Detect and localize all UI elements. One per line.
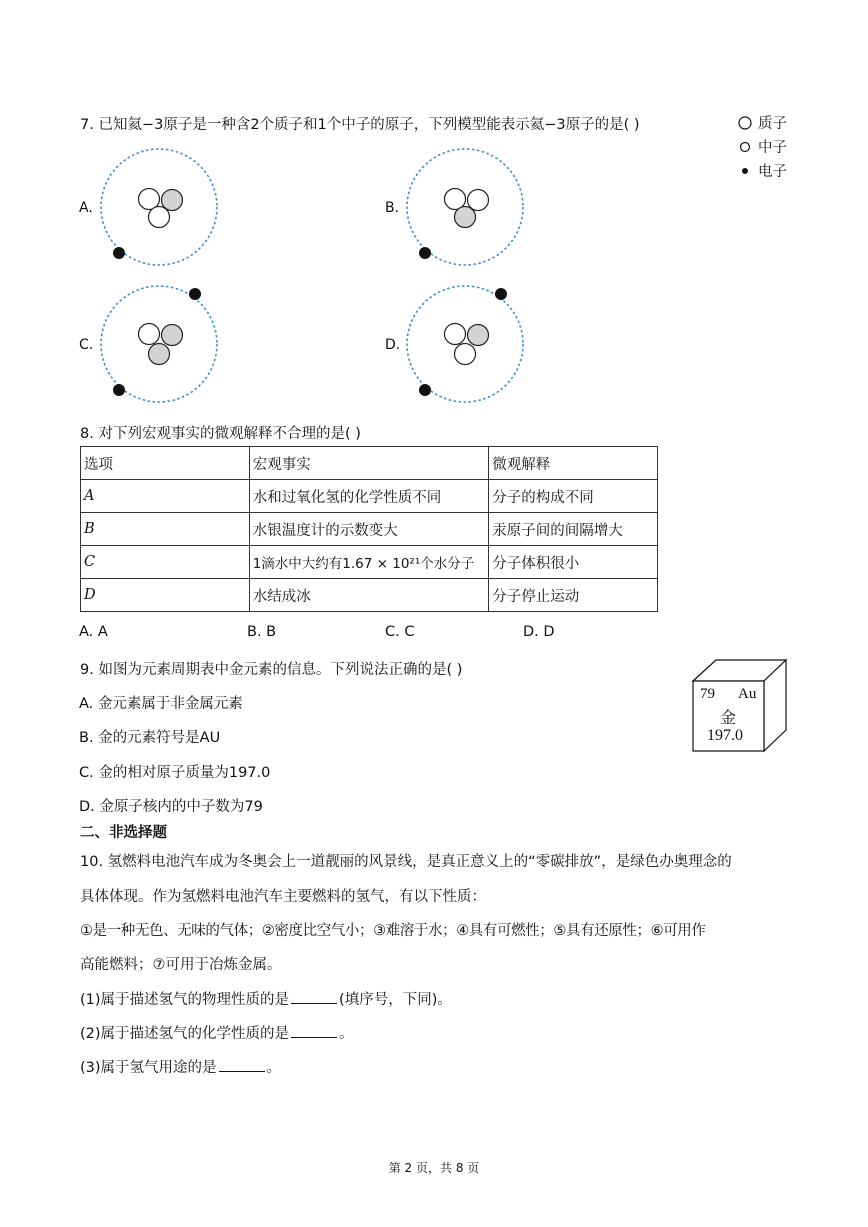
- element-name: 金: [720, 708, 737, 727]
- q10-sub-3-tail: 。: [266, 1060, 282, 1076]
- table-header-cell: 选项: [81, 447, 250, 480]
- q7-option-a-label: A.: [79, 200, 93, 216]
- legend-proton-label: 质子: [758, 116, 787, 132]
- section-title: 二、非选择题: [80, 825, 167, 841]
- table-cell: 汞原子间的间隔增大: [489, 513, 658, 546]
- table-row: [81, 579, 658, 612]
- element-atomic-mass: 197.0: [707, 727, 743, 744]
- table-cell: 分子的构成不同: [489, 480, 658, 513]
- q10-sub-1: [80, 988, 452, 1009]
- q7-stem: 7. 已知氦−3原子是一种含2个质子和1个中子的原子，下列模型能表示氦−3原子的是( ): [80, 117, 640, 133]
- q10-sub-1-text: (1)属于描述氢气的物理性质的是: [80, 992, 290, 1008]
- page-footer: 第 2 页，共 8 页: [388, 1161, 480, 1175]
- q7-option-b-label: B.: [385, 200, 400, 216]
- q10-line-3: ①是一种无色、无味的气体；②密度比空气小；③难溶于水；④具有可燃性；⑤具有还原性；⑥可用作: [80, 923, 706, 939]
- q10-sub-2-tail: 。: [339, 1026, 354, 1042]
- q9-option-d: D. 金原子核内的中子数为79: [79, 799, 263, 815]
- q7-option-d-label: D.: [385, 337, 401, 353]
- q8-choice-a: A. A: [79, 624, 108, 640]
- proton-legend-icon: [738, 116, 752, 130]
- table-cell: 水结成冰: [249, 579, 489, 612]
- electron-legend-icon: [738, 164, 752, 178]
- legend-electron: [738, 160, 787, 181]
- table-cell: A: [81, 480, 250, 513]
- answer-blank-1[interactable]: [291, 991, 337, 1004]
- table-row: [81, 546, 658, 579]
- table-cell: 分子停止运动: [489, 579, 658, 612]
- table-row: [81, 480, 658, 513]
- table-header-row: [81, 447, 658, 480]
- table-cell: 水和过氧化氢的化学性质不同: [249, 480, 489, 513]
- table-header-cell: 微观解释: [489, 447, 658, 480]
- q9-option-c: C. 金的相对原子质量为197.0: [79, 765, 271, 781]
- table-cell: 水银温度计的示数变大: [249, 513, 489, 546]
- q10-sub-2-text: (2)属于描述氢气的化学性质的是: [80, 1026, 290, 1042]
- q9-option-b: B. 金的元素符号是AU: [79, 730, 221, 746]
- table-cell: C: [81, 546, 250, 579]
- q10-line-2: 具体体现。作为氢燃料电池汽车主要燃料的氢气，有以下性质：: [80, 889, 486, 905]
- q8-choice-b: B. B: [247, 624, 277, 640]
- q10-sub-3-text: (3)属于氢气用途的是: [80, 1060, 217, 1076]
- atom-model-d: [401, 282, 531, 408]
- q10-sub-1-tail: (填序号，下同)。: [339, 992, 452, 1008]
- atom-model-b: [401, 145, 531, 271]
- table-cell: 1滴水中大约有1.67 × 10²¹个水分子: [249, 546, 489, 579]
- q8-stem: 8. 对下列宏观事实的微观解释不合理的是( ): [80, 426, 361, 442]
- table-row: [81, 513, 658, 546]
- legend-proton: [738, 112, 787, 133]
- table-cell: B: [81, 513, 250, 546]
- q10-line-1: 10. 氢燃料电池汽车成为冬奥会上一道靓丽的风景线，是真正意义上的“零碳排放”，是绿色办奥理念的: [80, 854, 732, 870]
- element-atomic-number: 79: [700, 686, 715, 702]
- q9-stem: 9. 如图为元素周期表中金元素的信息。下列说法正确的是( ): [80, 662, 463, 678]
- table-cell: 分子体积很小: [489, 546, 658, 579]
- legend-electron-label: 电子: [758, 164, 787, 180]
- element-symbol: Au: [738, 686, 757, 702]
- legend-neutron: [738, 136, 787, 157]
- answer-blank-2[interactable]: [291, 1025, 337, 1038]
- q10-sub-3: [80, 1056, 281, 1077]
- gold-element-card: [690, 657, 790, 755]
- q8-table: [80, 446, 658, 612]
- q8-choice-c: C. C: [385, 624, 415, 640]
- q9-option-a: A. 金元素属于非金属元素: [79, 696, 243, 712]
- atom-model-c: [95, 282, 225, 408]
- legend-neutron-label: 中子: [758, 140, 787, 156]
- atom-model-a: [95, 145, 225, 271]
- q10-sub-2: [80, 1022, 354, 1043]
- q8-choice-d: D. D: [523, 624, 555, 640]
- q10-line-4: 高能燃料；⑦可用于冶炼金属。: [80, 957, 282, 973]
- particle-legend: [738, 112, 787, 181]
- table-cell: D: [81, 579, 250, 612]
- answer-blank-3[interactable]: [219, 1059, 265, 1072]
- table-header-cell: 宏观事实: [249, 447, 489, 480]
- neutron-legend-icon: [738, 140, 752, 154]
- q7-option-c-label: C.: [79, 337, 94, 353]
